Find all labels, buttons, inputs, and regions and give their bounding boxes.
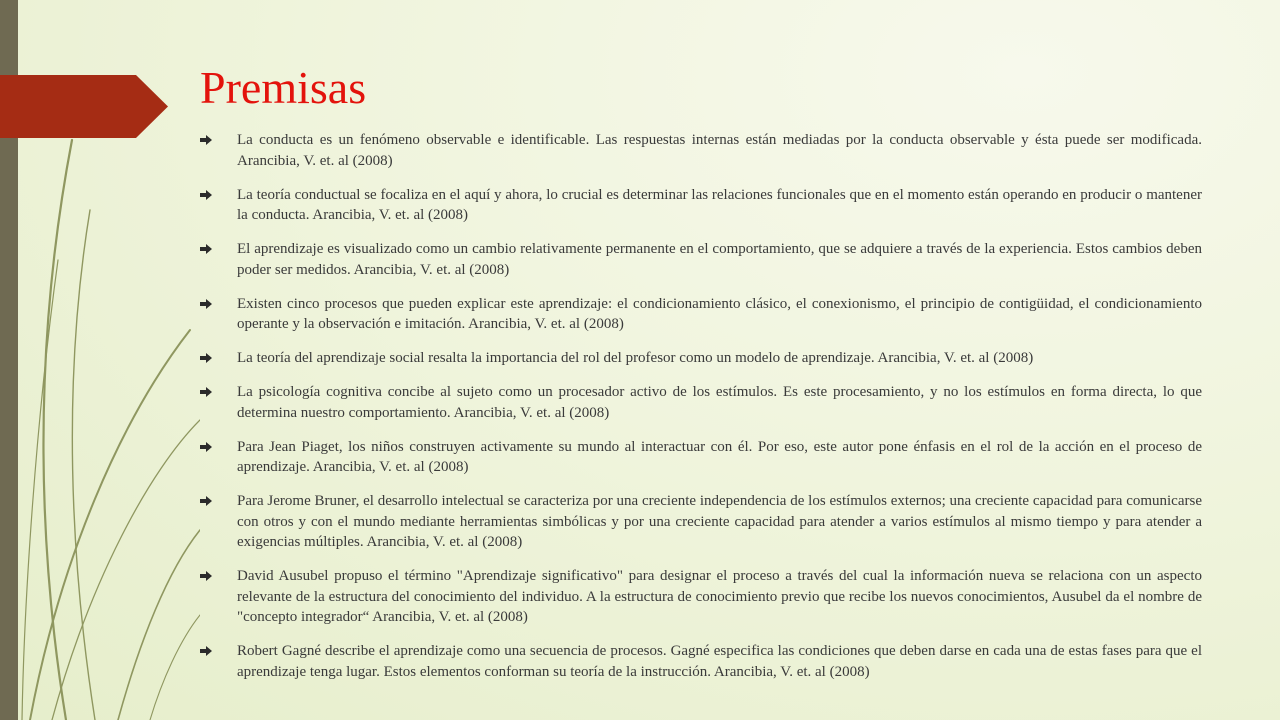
bullet-text: Para Jean Piaget, los niños construyen activamente su mundo al interactuar con él. Por eso, este autor pone énfasis en el rol de la acción en el proceso de aprendizaje. Arancibia, V. et. al (2008) — [237, 438, 1202, 475]
bullet-text: David Ausubel propuso el término "Aprendizaje significativo" para designar el proceso a través del cual la información nueva se relaciona con un aspecto relevante de la estructura del conocimiento del individuo. A la estructura de conocimiento previo que recibe los nuevos conocimientos, Ausubel da el nombre de "concepto integrador“ Arancibia, V. et. al (2008) — [237, 568, 1202, 625]
list-item — [200, 566, 1202, 628]
bullet-text: La psicología cognitiva concibe al sujeto como un procesador activo de los estímulos. Es este procesamiento, y no los estímulos en forma directa, lo que determina nuestro comportamiento. Arancibia, V. et. al (2008) — [237, 384, 1202, 421]
list-item — [200, 294, 1202, 335]
bullet-text: La conducta es un fenómeno observable e identificable. Las respuestas internas están mediadas por la conducta observable y ésta puede ser modificada. Arancibia, V. et. al (2008) — [237, 132, 1202, 169]
arrow-bullet-icon — [200, 646, 212, 656]
arrow-bullet-icon — [200, 387, 212, 397]
bullet-text: Existen cinco procesos que pueden explicar este aprendizaje: el condicionamiento clásico, el conexionismo, el principio de contigüidad, el condicionamiento operante y la observación e imitación. Arancibia, V. et. al (2008) — [237, 295, 1202, 332]
list-item — [200, 130, 1202, 171]
list-item — [200, 641, 1202, 682]
list-item — [200, 491, 1202, 553]
bullet-text: Para Jerome Bruner, el desarrollo intelectual se caracteriza por una creciente independencia de los estímulos externos; una creciente capacidad para comunicarse con otros y con el mundo mediante herramientas simbólicas y por una creciente capacidad para atender a varios estímulos al mismo tiempo y para atender a exigencias múltiples. Arancibia, V. et. al (2008) — [237, 493, 1202, 550]
arrow-bullet-icon — [200, 442, 212, 452]
arrow-bullet-icon — [200, 299, 212, 309]
bullet-text: La teoría del aprendizaje social resalta la importancia del rol del profesor como un modelo de aprendizaje. Arancibia, V. et. al (2008) — [237, 350, 1034, 366]
list-item — [200, 437, 1202, 478]
page-title: Premisas — [200, 62, 367, 113]
bullet-list — [200, 130, 1202, 696]
list-item — [200, 239, 1202, 280]
title-accent-arrow — [0, 75, 168, 138]
arrow-bullet-icon — [200, 496, 212, 506]
list-item — [200, 382, 1202, 423]
arrow-bullet-icon — [200, 135, 212, 145]
bullet-text: El aprendizaje es visualizado como un cambio relativamente permanente en el comportamiento, que se adquiere a través de la experiencia. Estos cambios deben poder ser medidos. Arancibia, V. et. al (2008) — [237, 241, 1202, 278]
list-item — [200, 348, 1202, 369]
bullet-text: La teoría conductual se focaliza en el aquí y ahora, lo crucial es determinar las relaciones funcionales que en el momento están operando en producir o mantener la conducta. Arancibia, V. et. al (2008) — [237, 186, 1202, 223]
arrow-bullet-icon — [200, 190, 212, 200]
bullet-text: Robert Gagné describe el aprendizaje como una secuencia de procesos. Gagné especifica las condiciones que deben darse en cada una de estas fases para que el aprendizaje tenga lugar. Estos elementos conforman su teoría de la instrucción. Arancibia, V. et. al (2008) — [237, 643, 1202, 680]
list-item — [200, 185, 1202, 226]
arrow-bullet-icon — [200, 244, 212, 254]
arrow-bullet-icon — [200, 571, 212, 581]
arrow-bullet-icon — [200, 353, 212, 363]
